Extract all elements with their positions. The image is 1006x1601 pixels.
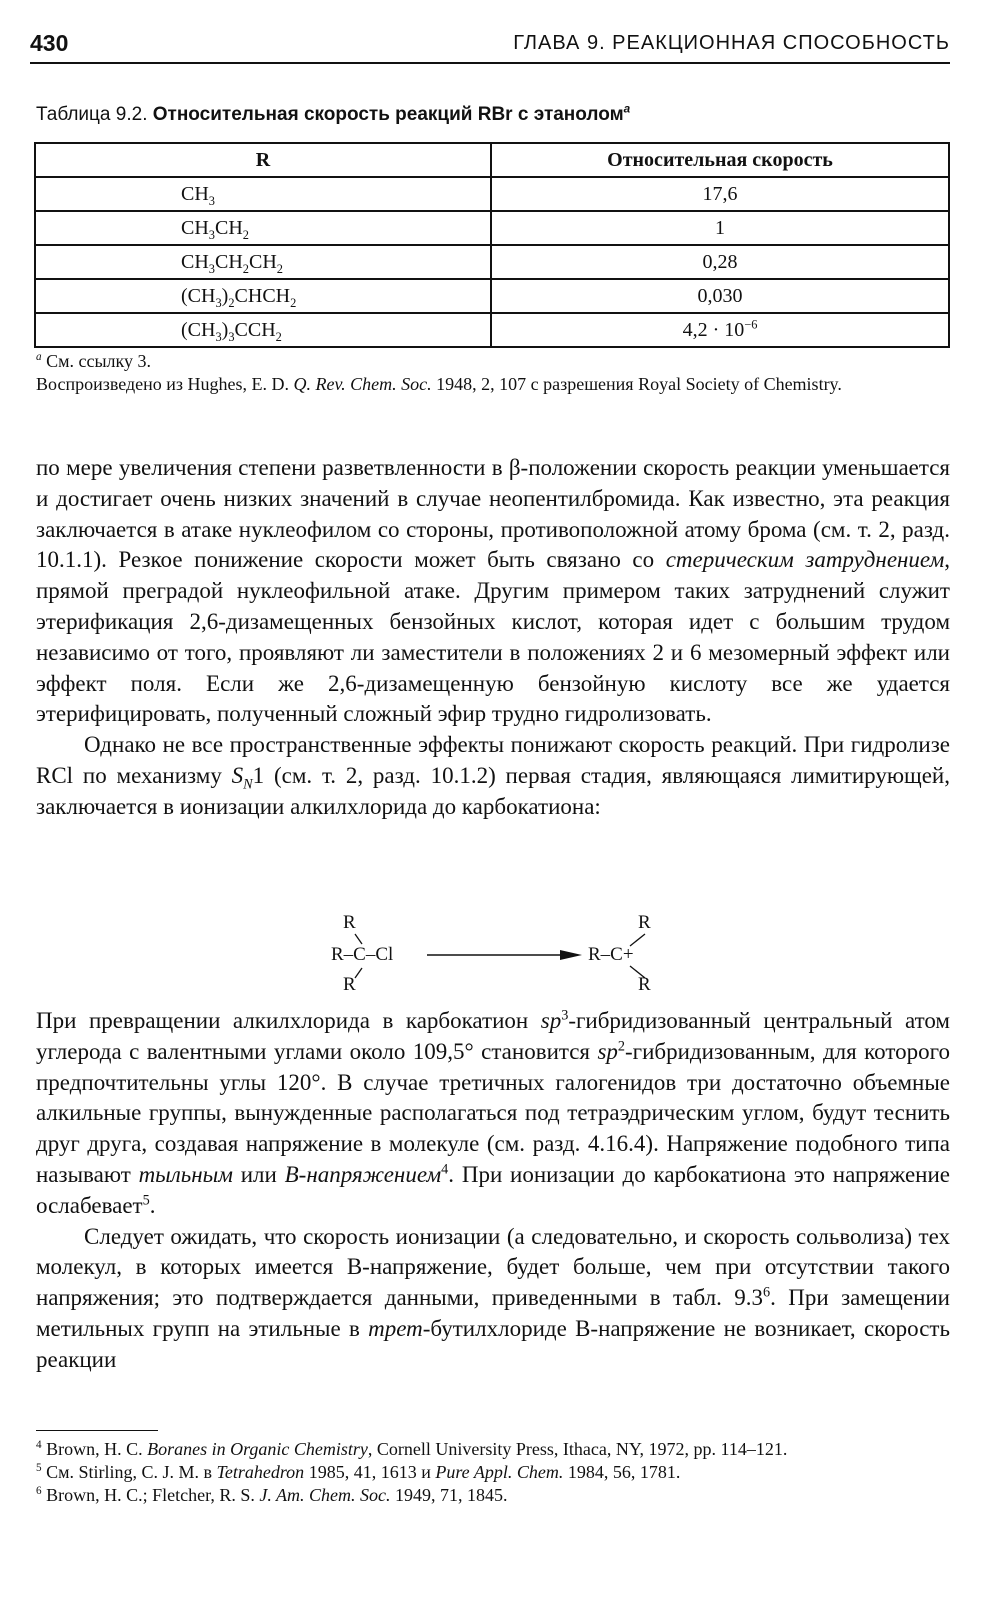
table-row xyxy=(35,211,949,245)
page-header xyxy=(30,28,950,64)
table-note-mark: a xyxy=(623,102,631,116)
cell-rate: 1 xyxy=(491,211,949,245)
rate-exponent: −6 xyxy=(744,316,758,331)
emphasis: тыльным xyxy=(138,1161,233,1187)
cell-rate xyxy=(491,313,949,347)
footnote-ref: 6 xyxy=(763,1284,771,1301)
table-row xyxy=(35,177,949,211)
table-label: Таблица 9.2. xyxy=(36,104,148,125)
footnote-ref: 4 xyxy=(441,1161,449,1178)
rate-mantissa: 4,2 · 10 xyxy=(682,318,745,341)
footnote-ref: 5 xyxy=(142,1192,150,1209)
cell-radical: $CH_3CH_2CH_2$ xyxy=(35,245,491,279)
table-title: Относительная скорость реакций RBr с этанолом xyxy=(152,104,624,125)
cell-radical: $(CH_3)_3CCH_2$ xyxy=(35,313,491,347)
paragraph: Однако не все пространственные эффекты понижают скорость реакций. При гидролизе RCl по механизму $S_N1$ (см. т. 2, разд. 10.1.2) первая стадия, являющаяся лимитирующей, заключается в ионизации алкилхлорида до карбокатиона: xyxy=(36,732,950,819)
cell-rate: 0,030 xyxy=(491,279,949,313)
table-row xyxy=(35,279,949,313)
footnote-mark: a xyxy=(36,351,42,363)
table-row xyxy=(35,245,949,279)
emphasis: B-напряжением xyxy=(284,1161,442,1187)
cell-radical: $CH_3CH_2$ xyxy=(35,211,491,245)
paragraph: по мере увеличения степени разветвленности в β-положении скорость реакции уменьшается и достигает очень низких значений в случае неопентилбромида. Как известно, эта реакция заключается в атаке нуклеофилом со стороны, противоположной атому брома (см. т. 2, разд. 10.1.1). Резкое понижение скорости может быть связано со стерическим затруднением, прямой преградой нуклеофильной атаке. Другим примером таких затруднений служит этерификация 2,6-дизамещенных бензойных кислот, которая идет с большим трудом независимо от того, проявляют ли заместители в положениях 2 и 6 мезомерный эффект или эффект поля. Если же 2,6-дизамещенную бензойную кислоту все же удается этерифицировать, полученный сложный эфир трудно гидролизовать. xyxy=(36,455,950,727)
table-caption xyxy=(36,104,630,126)
body-text-upper xyxy=(36,453,950,823)
footnotes xyxy=(36,1438,950,1507)
substituent-r: R xyxy=(638,912,651,933)
emphasis: трет xyxy=(368,1315,423,1341)
paragraph: При превращении алкилхлорида в карбокатион $sp^3$-гибридизованный центральный атом углерода с валентными углами около 109,5° становится $sp^2$-гибридизованным, для которого предпочтительны углы 120°. В случае третичных галогенидов три достаточно объемные алкильные группы, вынужденные располагаться под тетраэдрическим углом, будут теснить друг друга, создавая напряжение в молекуле (см. разд. 4.16.4). Напряжение подобного типа называют тыльным или B-напряжением$^4$. При ионизации до карбокатиона это напряжение ослабевает$^5$. xyxy=(36,1007,950,1218)
col-header-r: R xyxy=(35,143,491,177)
table-footnote-a: $^a$ См. ссылку 3. xyxy=(36,351,152,371)
table-header-row xyxy=(35,143,949,177)
table-source-note: Воспроизведено из Hughes, E. D. Q. Rev. Chem. Soc. 1948, 2, 107 с разрешения Royal Society of Chemistry. xyxy=(36,374,842,394)
page-number: 430 xyxy=(30,30,69,56)
ionization-scheme xyxy=(320,910,680,1000)
footnote-4: $^4$ Brown, H. C. Boranes in Organic Chemistry, Cornell University Press, Ithaca, NY, 1972, pp. 114–121. xyxy=(36,1439,788,1459)
footnote-divider xyxy=(36,1430,158,1431)
substituent-r: R xyxy=(343,912,356,933)
body-text-lower xyxy=(36,1006,950,1376)
emphasis: стерическим затруднением xyxy=(665,547,945,573)
table-notes xyxy=(36,350,950,396)
cell-radical: $CH_3$ xyxy=(35,177,491,211)
col-header-rate: Относительная скорость xyxy=(491,143,949,177)
cell-rate: 0,28 xyxy=(491,245,949,279)
running-head: ГЛАВА 9. РЕАКЦИОННАЯ СПОСОБНОСТЬ xyxy=(513,32,950,54)
footnote-5: $^5$ См. Stirling, C. J. M. в Tetrahedron 1985, 41, 1613 и Pure Appl. Chem. 1984, 56, 1781. xyxy=(36,1462,681,1482)
cell-rate: 17,6 xyxy=(491,177,949,211)
footnote-6: $^6$ Brown, H. C.; Fletcher, R. S. J. Am. Chem. Soc. 1949, 71, 1845. xyxy=(36,1485,508,1505)
table-row xyxy=(35,313,949,347)
alkyl-chloride: R–C–Cl xyxy=(331,944,394,965)
substituent-r: R xyxy=(638,974,651,995)
cell-radical: $(CH_3)_2CHCH_2$ xyxy=(35,279,491,313)
carbocation: R–C+ xyxy=(588,944,634,965)
substituent-r: R xyxy=(343,974,356,995)
paragraph: Следует ожидать, что скорость ионизации (а следовательно, и скорость сольволиза) тех молекул, в которых имеется B-напряжение, будет больше, чем при отсутствии такого напряжения; это подтверждается данными, приведенными в табл. $9.3^6$. При замещении метильных групп на этильные в трет-бутилхлориде B-напряжение не возникает, скорость реакции xyxy=(36,1223,950,1372)
rate-table xyxy=(34,142,950,348)
